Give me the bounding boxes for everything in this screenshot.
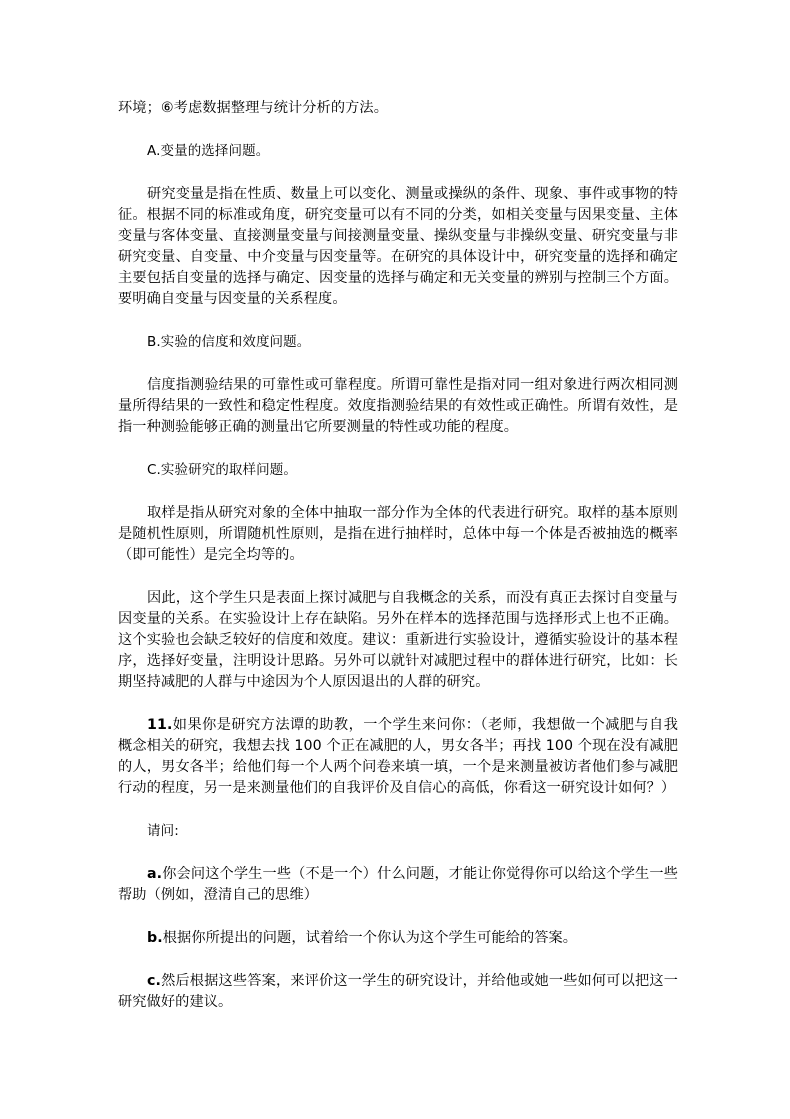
sub-question-label: c.: [147, 973, 161, 989]
spacer: [118, 566, 678, 588]
sub-question-text: 根据你所提出的问题，试着给一个你认为这个学生可能给的答案。: [162, 930, 578, 946]
sub-question-label: b.: [147, 930, 163, 946]
spacer: [118, 310, 678, 332]
section-heading-c: C.实验研究的取样问题。: [147, 462, 297, 478]
document-page: [118, 98, 678, 1013]
question-text: 如果你是研究方法谭的助教，一个学生来问你：（老师，我想做一个减肥与自我概念相关的研究，我想去找 100 个正在减肥的人，男女各半；再找 100 个现在没有减肥的人，男女各半；给他们每一个人两个问卷来填一填，一个是来测量被访者他们参与减肥行动的程度，另一是来测量他们的自我评价及自信心的高低，你看这一研究设计如何？）: [118, 717, 678, 796]
sub-question-text: 然后根据这些答案，来评价这一学生的研究设计，并给他或她一些如何可以把这一研究做好的建议。: [118, 973, 678, 1010]
spacer: [118, 481, 678, 503]
question-11: [118, 715, 678, 799]
paragraph-conclusion: 因此，这个学生只是表面上探讨减肥与自我概念的关系，而没有真正去探讨自变量与因变量的关系。在实验设计上存在缺陷。另外在样本的选择范围与选择形式上也不正确。这个实验也会缺乏较好的信度和效度。建议：重新进行实验设计，遵循实验设计的基本程序，选择好变量，注明设计思路。另外可以就针对减肥过程中的群体进行研究，比如：长期坚持减肥的人群与中途因为个人原因退出的人群的研究。: [118, 590, 678, 690]
sub-question-c: [118, 971, 678, 1013]
spacer: [118, 842, 678, 864]
spacer: [118, 119, 678, 141]
sub-question-label: a.: [147, 866, 163, 882]
sub-question-b: [118, 928, 678, 949]
intro-line: 环境；⑥考虑数据整理与统计分析的方法。: [118, 100, 388, 116]
sub-question-a: [118, 864, 678, 906]
section-heading-b: B.实验的信度和效度问题。: [147, 334, 311, 350]
spacer: [118, 906, 678, 928]
spacer: [118, 438, 678, 460]
spacer: [118, 799, 678, 821]
ask-label: 请问:: [147, 823, 179, 839]
section-heading-a: A.变量的选择问题。: [147, 143, 270, 159]
question-number: 11.: [147, 717, 173, 733]
paragraph-sampling: 取样是指从研究对象的全体中抽取一部分作为全体的代表进行研究。取样的基本原则是随机性原则，所谓随机性原则，是指在进行抽样时，总体中每一个体是否被抽选的概率（即可能性）是完全均等的。: [118, 505, 678, 563]
sub-question-text: 你会问这个学生一些（不是一个）什么问题，才能让你觉得你可以给这个学生一些帮助（例如，澄清自己的思维）: [118, 866, 678, 903]
spacer: [118, 949, 678, 971]
spacer: [118, 693, 678, 715]
spacer: [118, 162, 678, 184]
paragraph-variables: 研究变量是指在性质、数量上可以变化、测量或操纵的条件、现象、事件或事物的特征。根据不同的标准或角度，研究变量可以有不同的分类，如相关变量与因果变量、主体变量与客体变量、直接测量变量与间接测量变量、操纵变量与非操纵变量、研究变量与非研究变量、自变量、中介变量与因变量等。在研究的具体设计中，研究变量的选择和确定主要包括自变量的选择与确定、因变量的选择与确定和无关变量的辨别与控制三个方面。要明确自变量与因变量的关系程度。: [118, 186, 678, 307]
spacer: [118, 353, 678, 375]
paragraph-reliability-validity: 信度指测验结果的可靠性或可靠程度。所谓可靠性是指对同一组对象进行两次相同测量所得结果的一致性和稳定性程度。效度指测验结果的有效性或正确性。所谓有效性，是指一种测验能够正确的测量出它所要测量的特性或功能的程度。: [118, 377, 678, 435]
